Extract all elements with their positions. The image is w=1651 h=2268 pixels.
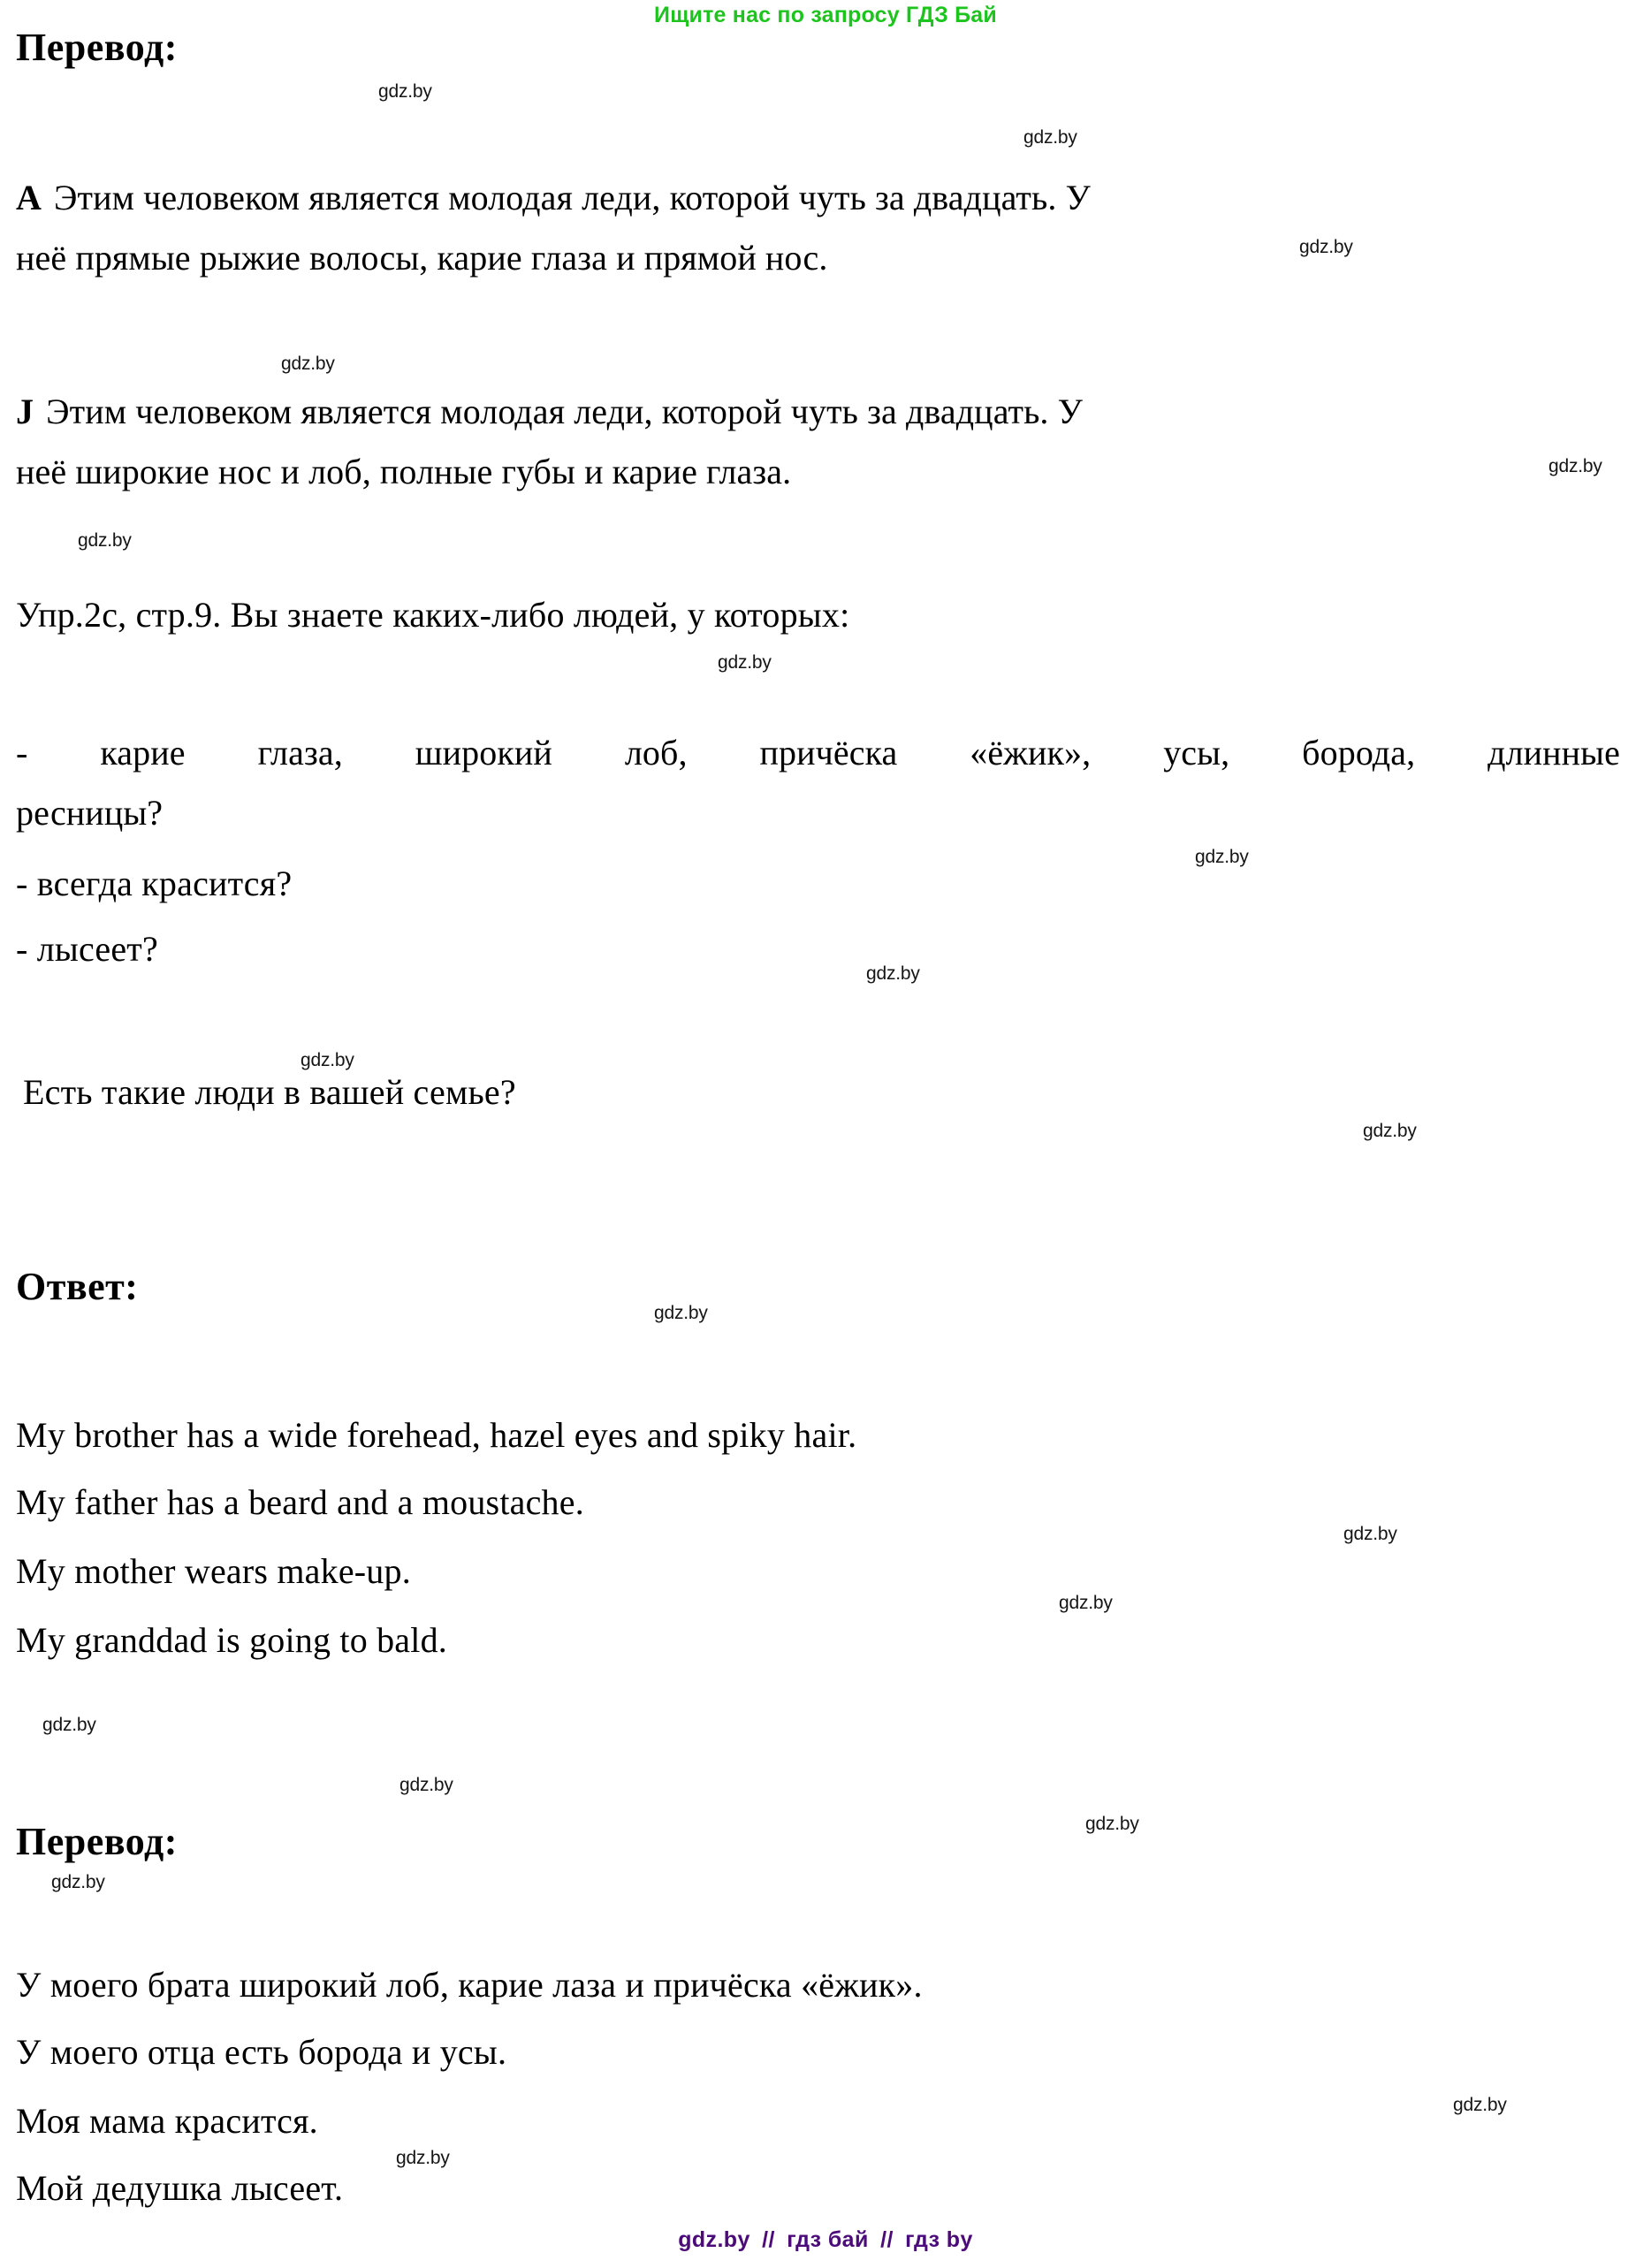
watermark: gdz.by — [1453, 2095, 1507, 2115]
translation-item-a-tag: A — [16, 178, 42, 217]
site-footer — [0, 2227, 1651, 2253]
watermark: gdz.by — [378, 81, 432, 102]
watermark: gdz.by — [51, 1872, 105, 1892]
exercise-bullet-1 — [16, 723, 1620, 843]
page-title-translation-1: Перевод: — [16, 26, 178, 69]
translation-line-1: У моего брата широкий лоб, карие лаза и причёска «ёжик». — [16, 1965, 923, 2005]
watermark: gdz.by — [654, 1303, 708, 1323]
watermark: gdz.by — [866, 963, 920, 984]
watermark: gdz.by — [301, 1050, 354, 1070]
page-title-answer: Ответ: — [16, 1265, 139, 1308]
exercise-prompt: Упр.2c, стр.9. Вы знаете каких-либо людей, у которых: — [16, 595, 850, 635]
exercise-bullet-1-line2: ресницы? — [16, 793, 164, 833]
site-header-banner: Ищите нас по запросу ГДЗ Бай — [654, 3, 997, 27]
translation-line-3: Моя мама красится. — [16, 2101, 318, 2141]
watermark: gdz.by — [1343, 1524, 1397, 1544]
exercise-bullet-1-line1: - карие глаза, широкий лоб, причёска «ёжик», усы, борода, длинные — [16, 733, 1620, 772]
translation-item-j-line1-text: Этим человеком является молодая леди, которой чуть за двадцать. У — [46, 392, 1084, 431]
footer-part-2[interactable]: гдз бай — [787, 2227, 869, 2252]
answer-line-4: My granddad is going to bald. — [16, 1620, 447, 1660]
translation-item-a-line1 — [16, 168, 1635, 228]
translation-item-j — [16, 382, 1635, 502]
exercise-bullet-3: - лысеет? — [16, 929, 158, 969]
watermark: gdz.by — [281, 354, 335, 374]
translation-item-j-line1 — [16, 382, 1635, 442]
watermark: gdz.by — [399, 1775, 453, 1795]
page-title-translation-2: Перевод: — [16, 1820, 178, 1863]
watermark: gdz.by — [78, 530, 132, 551]
translation-item-j-line2: неё широкие нос и лоб, полные губы и карие глаза. — [16, 452, 792, 491]
translation-line-4: Мой дедушка лысеет. — [16, 2168, 344, 2208]
translation-item-a-line1-text: Этим человеком является молодая леди, которой чуть за двадцать. У — [54, 178, 1091, 217]
watermark: gdz.by — [1363, 1121, 1417, 1141]
watermark: gdz.by — [1085, 1814, 1139, 1834]
watermark: gdz.by — [42, 1715, 96, 1735]
exercise-bullet-2: - всегда красится? — [16, 864, 293, 903]
answer-line-3: My mother wears make-up. — [16, 1551, 411, 1591]
footer-part-3[interactable]: гдз by — [905, 2227, 973, 2252]
watermark: gdz.by — [1548, 456, 1602, 476]
footer-part-1[interactable]: gdz.by — [678, 2227, 750, 2252]
answer-line-2: My father has a beard and a moustache. — [16, 1482, 584, 1522]
footer-separator-2: // — [880, 2227, 894, 2252]
translation-item-j-tag: J — [16, 392, 34, 431]
exercise-closing-question: Есть такие люди в вашей семье? — [23, 1072, 516, 1112]
footer-separator-1: // — [762, 2227, 775, 2252]
answer-line-1: My brother has a wide forehead, hazel eyes and spiky hair. — [16, 1415, 857, 1455]
watermark: gdz.by — [1195, 847, 1249, 867]
watermark: gdz.by — [718, 652, 772, 673]
watermark: gdz.by — [1059, 1593, 1113, 1613]
watermark: gdz.by — [1023, 127, 1077, 148]
translation-item-a — [16, 168, 1635, 288]
translation-line-2: У моего отца есть борода и усы. — [16, 2032, 507, 2072]
translation-item-a-line2: неё прямые рыжие волосы, карие глаза и прямой нос. — [16, 238, 828, 278]
watermark: gdz.by — [396, 2148, 450, 2168]
watermark: gdz.by — [1299, 237, 1353, 257]
